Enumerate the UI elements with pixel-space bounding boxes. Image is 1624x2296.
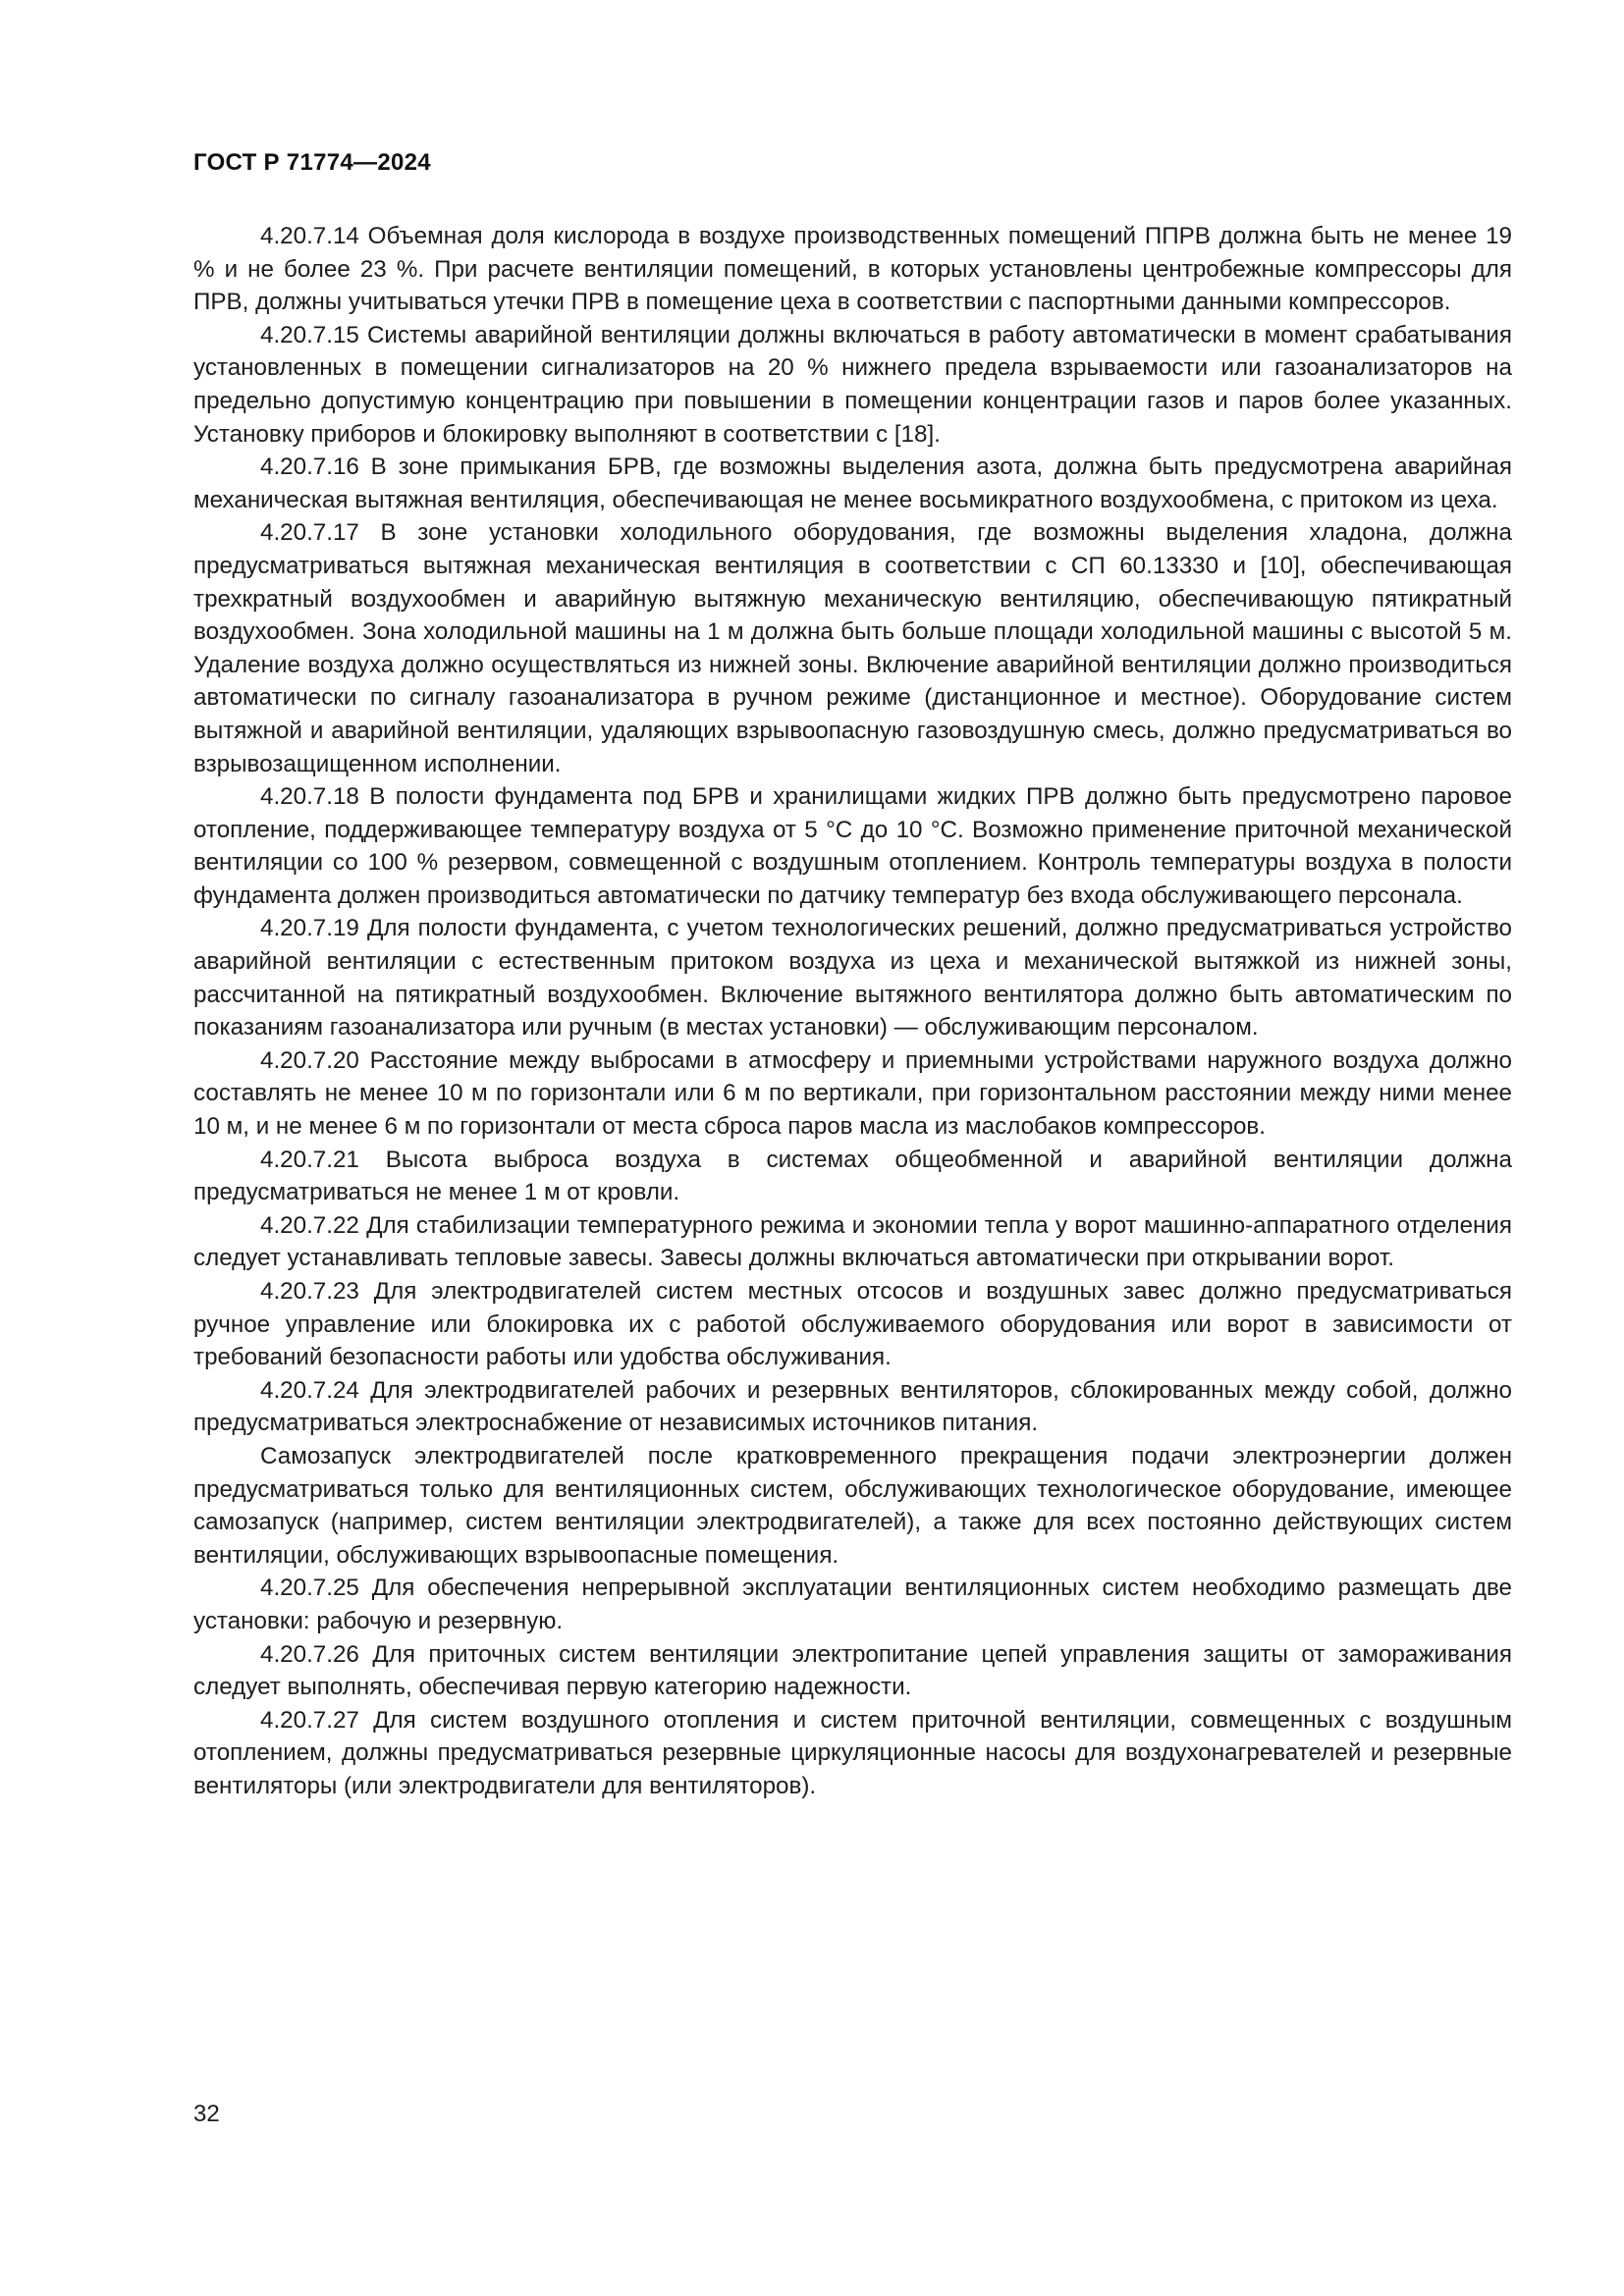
paragraph-4-20-7-19: 4.20.7.19 Для полости фундамента, с учетом технологических решений, должно предусматриваться устройство аварийной вентиляции с естественным притоком воздуха из цеха и механической вытяжкой из нижней зоны, рассчитанной на пятикратный воздухообмен. Включение вытяжного вентилятора должно быть автоматическим по показаниям газоанализатора или ручным (в местах установки) — обслуживающим персоналом. [193, 915, 1512, 1041]
paragraph-4-20-7-26: 4.20.7.26 Для приточных систем вентиляции электропитание цепей управления защиты от замораживания следует выполнять, обеспечивая первую категорию надежности. [193, 1640, 1512, 1701]
paragraph-4-20-7-14: 4.20.7.14 Объемная доля кислорода в воздухе производственных помещений ППРВ должна быть не менее 19 % и не более 23 %. При расчете вентиляции помещений, в которых установлены центробежные компрессоры для ПРВ, должны учитываться утечки ПРВ в помещение цеха в соответствии с паспортными данными компрессоров. [193, 223, 1512, 316]
paragraph-4-20-7-25: 4.20.7.25 Для обеспечения непрерывной эксплуатации вентиляционных систем необходимо размещать две установки: рабочую и резервную. [193, 1575, 1512, 1634]
document-header: ГОСТ Р 71774—2024 [193, 149, 431, 176]
paragraph-4-20-7-15: 4.20.7.15 Системы аварийной вентиляции должны включаться в работу автоматически в момент срабатывания установленных в помещении сигнализаторов на 20 % нижнего предела взрываемости или газоанализаторов на предельно допустимую концентрацию при повышении в помещении концентрации газов и паров более указанных. Установку приборов и блокировку выполняют в соответствии с [18]. [193, 321, 1512, 448]
paragraph-4-20-7-18: 4.20.7.18 В полости фундамента под БРВ и хранилищами жидких ПРВ должно быть предусмотрено паровое отопление, поддерживающее температуру воздуха от 5 °С до 10 °С. Возможно применение приточной механической вентиляции со 100 % резервом, совмещенной с воздушным отоплением. Контроль температуры воздуха в полости фундамента должен производиться автоматически по датчику температур без входа обслуживающего персонала. [193, 783, 1512, 909]
paragraph-self-start: Самозапуск электродвигателей после кратковременного прекращения подачи электроэнергии должен предусматриваться только для вентиляционных систем, обслуживающих технологическое оборудование, имеющее самозапуск (например, систем вентиляции электродвигателей), а также для всех постоянно действующих систем вентиляции, обслуживающих взрывоопасные помещения. [193, 1442, 1512, 1569]
paragraph-4-20-7-17: 4.20.7.17 В зоне установки холодильного оборудования, где возможны выделения хладона, должна предусматриваться вытяжная механическая вентиляция в соответствии с СП 60.13330 и [10], обеспечивающая трехкратный воздухообмен и аварийную вытяжную механическую вентиляцию, обеспечивающую пятикратный воздухообмен. Зона холодильной машины на 1 м должна быть больше площади холодильной машины с высотой 5 м. Удаление воздуха должно осуществляться из нижней зоны. Включение аварийной вентиляции должно производиться автоматически по сигналу газоанализатора в ручном режиме (дистанционное и местное). Оборудование систем вытяжной и аварийной вентиляции, удаляющих взрывоопасную газовоздушную смесь, должно предусматриваться во взрывозащищенном исполнении. [193, 519, 1512, 777]
paragraph-4-20-7-22: 4.20.7.22 Для стабилизации температурного режима и экономии тепла у ворот машинно-аппаратного отделения следует устанавливать тепловые завесы. Завесы должны включаться автоматически при открывании ворот. [193, 1211, 1512, 1272]
paragraph-4-20-7-24: 4.20.7.24 Для электродвигателей рабочих и резервных вентиляторов, сблокированных между собой, должно предусматриваться электроснабжение от независимых источников питания. [193, 1376, 1512, 1437]
paragraph-4-20-7-27: 4.20.7.27 Для систем воздушного отопления и систем приточной вентиляции, совмещенных с воздушным отоплением, должны предусматриваться резервные циркуляционные насосы для воздухонагревателей и резервные вентиляторы (или электродвигатели для вентиляторов). [193, 1706, 1512, 1799]
document-body [193, 220, 1512, 1803]
page-number: 32 [193, 2101, 220, 2127]
paragraph-4-20-7-20: 4.20.7.20 Расстояние между выбросами в атмосферу и приемными устройствами наружного воздуха должно составлять не менее 10 м по горизонтали или 6 м по вертикали, при горизонтальном расстоянии между ними менее 10 м, и не менее 6 м по горизонтали от места сброса паров масла из маслобаков компрессоров. [193, 1046, 1512, 1141]
paragraph-4-20-7-16: 4.20.7.16 В зоне примыкания БРВ, где возможны выделения азота, должна быть предусмотрена аварийная механическая вытяжная вентиляция, обеспечивающая не менее восьмикратного воздухообмена, с притоком из цеха. [193, 454, 1512, 513]
paragraph-4-20-7-23: 4.20.7.23 Для электродвигателей систем местных отсосов и воздушных завес должно предусматриваться ручное управление или блокировка их с работой обслуживаемого оборудования или ворот в зависимости от требований безопасности работы или удобства обслуживания. [193, 1278, 1512, 1371]
paragraph-4-20-7-21: 4.20.7.21 Высота выброса воздуха в системах общеобменной и аварийной вентиляции должна предусматриваться не менее 1 м от кровли. [193, 1146, 1512, 1206]
